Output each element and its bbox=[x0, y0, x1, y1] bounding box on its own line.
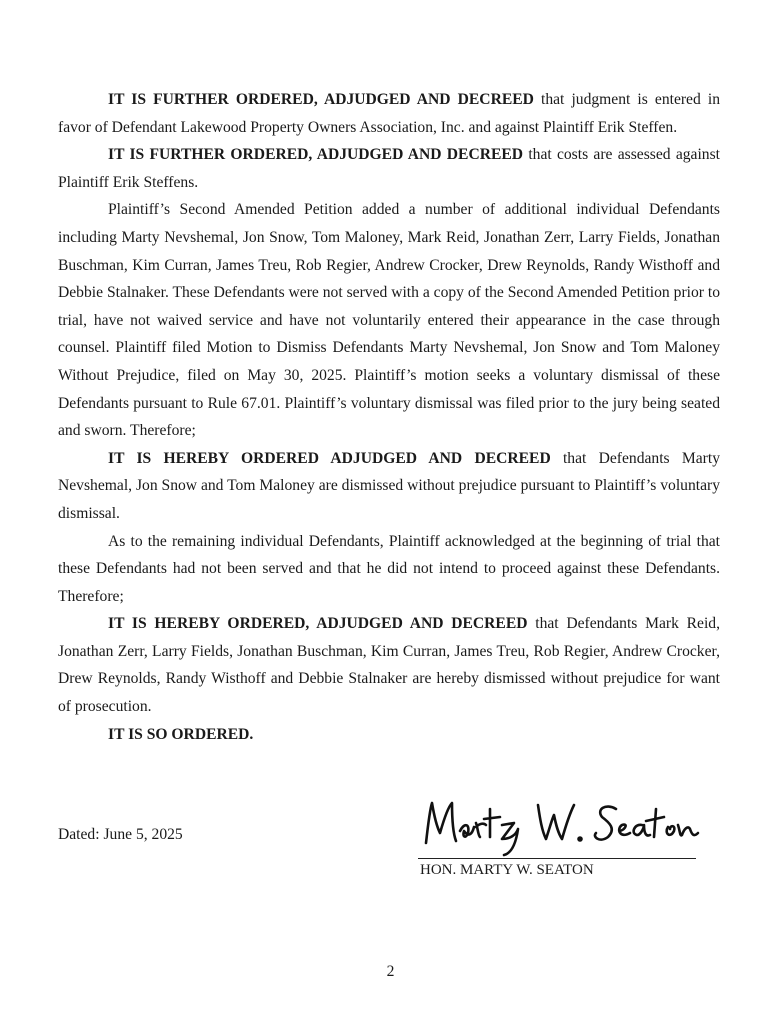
paragraph-dismissal-prosecution bbox=[58, 610, 720, 720]
paragraph-text: that Defendants Mark Reid, Jonathan Zerr, Larry Fields, Jonathan Buschman, Kim Curran, James Treu, Rob Regier, Andrew Crocker, Drew Reynolds, Randy Wisthoff and Debbie Stalnaker are hereby dismissed without prejudice for want of prosecution. bbox=[58, 615, 720, 716]
paragraph-dismissal-voluntary bbox=[58, 445, 720, 528]
signature-line bbox=[418, 858, 696, 859]
so-ordered: IT IS SO ORDERED. bbox=[108, 725, 254, 743]
decree-lead: IT IS HEREBY ORDERED ADJUDGED AND DECREED bbox=[108, 449, 551, 467]
paragraph-costs bbox=[58, 141, 720, 196]
paragraph-text: that judgment is entered in favor of Defendant Lakewood Property Owners Association, Inc. and against Plaintiff Erik Steffen. bbox=[58, 91, 720, 136]
paragraph-text: As to the remaining individual Defendants, Plaintiff acknowledged at the beginning of trial that these Defendants had not been served and that he did not intend to proceed against these Defendants. Therefore; bbox=[58, 532, 720, 605]
decree-lead: IT IS FURTHER ORDERED, ADJUDGED AND DECREED bbox=[108, 91, 534, 108]
handwritten-signature bbox=[420, 795, 700, 857]
paragraph-petition bbox=[58, 196, 720, 444]
order-body bbox=[58, 86, 720, 748]
paragraph-remaining-defendants bbox=[58, 528, 720, 611]
judge-name: HON. MARTY W. SEATON bbox=[420, 862, 594, 878]
page-number: 2 bbox=[386, 963, 395, 980]
decree-lead: IT IS FURTHER ORDERED, ADJUDGED AND DECREED bbox=[108, 146, 524, 164]
dated-line: Dated: June 5, 2025 bbox=[58, 826, 183, 843]
decree-lead: IT IS HEREBY ORDERED, ADJUDGED AND DECREED bbox=[108, 615, 528, 633]
paragraph-judgment bbox=[58, 86, 720, 141]
paragraph-text: Plaintiff’s Second Amended Petition added a number of additional individual Defendants including Marty Nevshemal, Jon Snow, Tom Maloney, Mark Reid, Jonathan Zerr, Larry Fields, Jonathan Buschman, Kim Curran, James Treu, Rob Regier, Andrew Crocker, Drew Reynolds, Randy Wisthoff and Debbie Stalnaker. These Defendants were not served with a copy of the Second Amended Petition prior to trial, have not waived service and have not voluntarily entered their appearance in the case through counsel. Plaintiff filed Motion to Dismiss Defendants Marty Nevshemal, Jon Snow and Tom Maloney Without Prejudice, filed on May 30, 2025. Plaintiff’s motion seeks a voluntary dismissal of these Defendants pursuant to Rule 67.01. Plaintiff’s voluntary dismissal was filed prior to the jury being seated and sworn. Therefore; bbox=[58, 201, 720, 440]
paragraph-text: that costs are assessed against Plaintiff Erik Steffens. bbox=[58, 146, 720, 191]
paragraph-text: that Defendants Marty Nevshemal, Jon Snow and Tom Maloney are dismissed without prejudice pursuant to Plaintiff’s voluntary dismissal. bbox=[58, 449, 720, 522]
